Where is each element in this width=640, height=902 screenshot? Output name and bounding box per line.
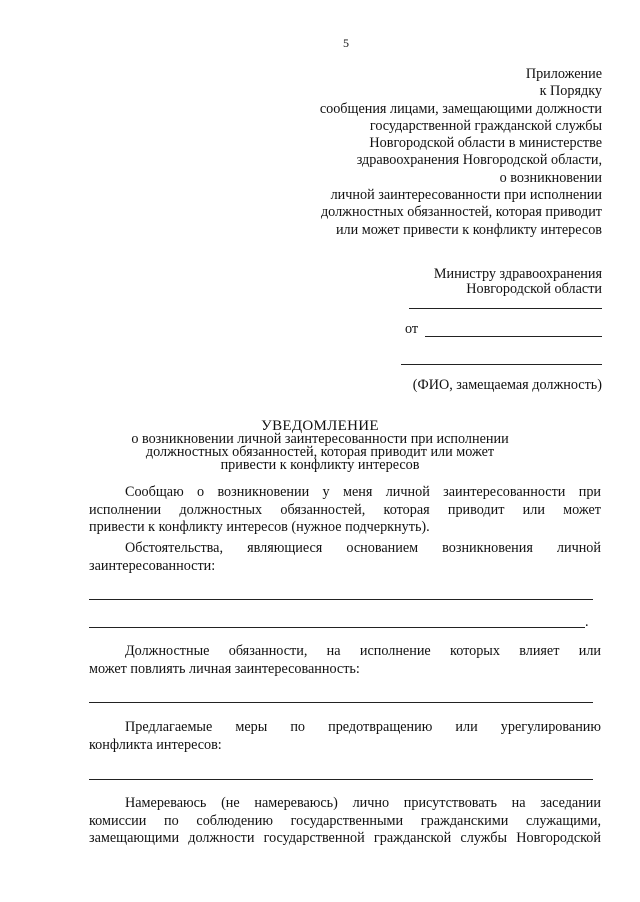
appendix-line: Приложение [525,66,602,82]
appendix-line: о возникновении [499,169,602,186]
appendix-line: личной заинтересованности при исполнении [330,187,602,204]
appendix-line: Новгородской области в министерстве [369,135,602,152]
text-line: может повлиять личная заинтересованность: [89,660,360,677]
addressee-line: Министру здравоохранения [433,266,602,282]
appendix-header [320,66,602,239]
fio-caption: (ФИО, замещаемая должность) [412,377,602,393]
text-line: заинтересованности: [89,557,216,574]
text-line: Обстоятельства, являющиеся основанием возникновения личной [125,540,601,556]
addressee-block [434,267,602,296]
from-label: от [405,321,419,337]
measures-blank-line[interactable] [89,779,593,780]
text-line: привести к конфликту интересов (нужное подчеркнуть). [89,519,430,535]
page-number: 5 [343,36,349,50]
period-mark: . [585,614,589,630]
addressee-blank-line[interactable] [409,308,602,309]
appendix-line: сообщения лицами, замещающими должности [319,100,602,117]
paragraph-intention [89,795,601,848]
paragraph-duties [89,643,601,678]
fio-blank-line[interactable] [401,364,602,365]
paragraph-measures [89,719,601,754]
addressee-line: Новгородской области [466,280,602,297]
text-line: Предлагаемые меры по предотвращению или урегулированию [125,719,601,735]
text-line: конфликта интересов: [89,736,222,753]
appendix-line: к Порядку [539,83,602,100]
appendix-line: здравоохранения Новгородской области, [356,152,602,169]
appendix-line: государственной гражданской службы [369,117,602,134]
document-title: УВЕДОМЛЕНИЕ [261,418,379,434]
text-line: комиссии по соблюдению государственными гражданскими служащими, [89,812,601,829]
subtitle-line: должностных обязанностей, которая приводит или может [145,443,495,460]
circumstances-blank-line-1[interactable] [89,599,593,600]
text-line: исполнении должностных обязанностей, которая приводит или может [89,501,601,518]
subtitle-line: привести к конфликту интересов [220,456,420,473]
from-blank-line[interactable] [425,336,602,337]
circumstances-blank-line-2[interactable] [89,627,585,628]
paragraph-circumstances [89,540,601,575]
document-subtitle [0,433,640,471]
text-line: замещающими должности государственной гражданской службы Новгородской [89,830,601,846]
appendix-line: или может привести к конфликту интересов [335,221,602,238]
text-line: Сообщаю о возникновении у меня личной заинтересованности при [125,484,601,500]
paragraph-notification [89,484,601,537]
duties-blank-line[interactable] [89,702,593,703]
appendix-line: должностных обязанностей, которая приводит [320,204,602,221]
text-line: Должностные обязанности, на исполнение которых влияет или [125,643,601,659]
subtitle-line: о возникновении личной заинтересованности при исполнении [131,431,509,447]
text-line: Намереваюсь (не намереваюсь) лично присутствовать на заседании [125,795,601,811]
